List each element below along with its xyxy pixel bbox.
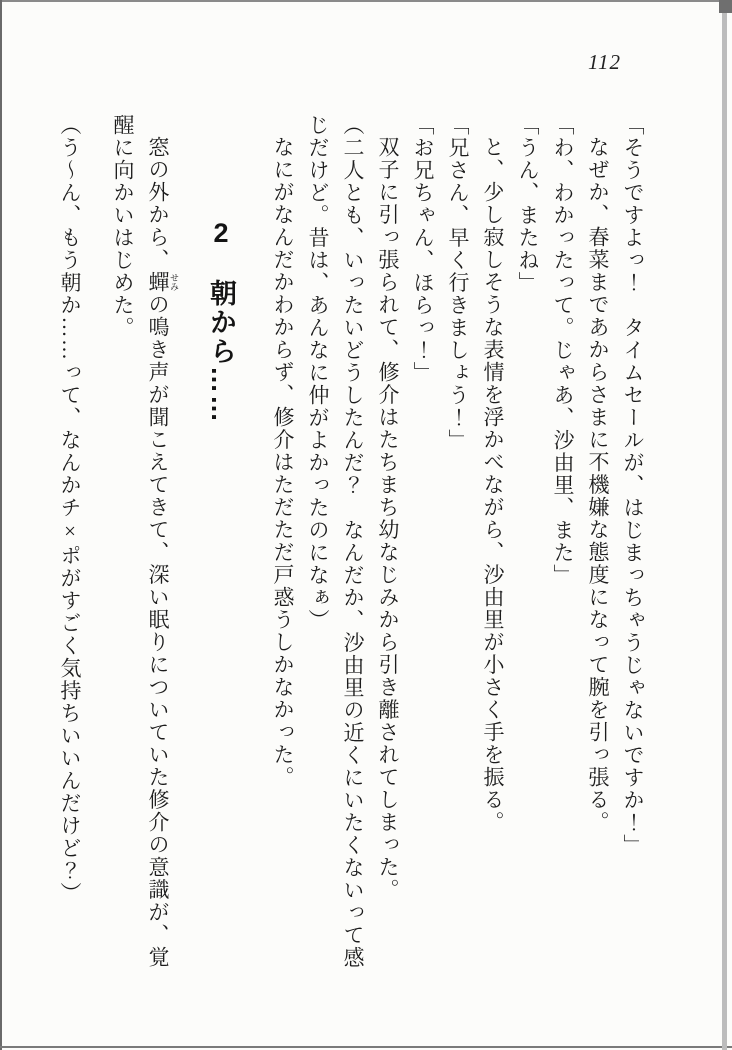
narration-continuation-line: 醒に向かいはじめた。 [111, 114, 135, 339]
narration-line: なにがなんだかわからず、修介はただただ戸惑うしかなかった。 [271, 136, 295, 789]
page-scan-edge-right [722, 0, 727, 1050]
narration-line: なぜか、春菜まであからさまに不機嫌な態度になって腕を引っ張る。 [586, 136, 610, 834]
dialogue-line: 「そうですよっ！ タイムセールが、はじまっちゃうじゃないですか！」 [621, 114, 645, 857]
dialogue-line: 「うん、またね」 [516, 114, 540, 294]
page-scan-edge-bottom [0, 1046, 732, 1048]
text-area [52, 114, 650, 1000]
section-number: 2 [206, 218, 236, 250]
dialogue-line: 「わ、わかったって。じゃあ、沙由里、また」 [551, 114, 575, 587]
inner-monologue-line: （う～ん、もう朝か……って、なんかチ×ポがすごく気持ちいいんだけど？） [58, 114, 82, 905]
narration-line [140, 114, 179, 1000]
page-scan-corner-mark [719, 0, 732, 13]
ruby-base: 蟬 [146, 271, 170, 294]
inner-monologue-continuation-line: じだけど。昔は、あんなに仲がよかったのになぁ） [306, 114, 330, 632]
inner-monologue-line: （二人とも、いったいどうしたんだ？ なんだか、沙由里の近くにいたくないって感 [341, 114, 365, 969]
section-title: 朝から…… [206, 250, 236, 424]
narration-text-after-ruby: の鳴き声が聞こえてきて、深い眠りについていた修介の意識が、覚 [146, 293, 170, 969]
page-scan-edge-top [0, 0, 732, 2]
section-heading [201, 114, 241, 1000]
dialogue-line: 「お兄ちゃん、ほらっ！」 [411, 114, 435, 384]
narration-text-before-ruby: 窓の外から、 [146, 136, 170, 271]
narration-line: 双子に引っ張られて、修介はたちまち幼なじみから引き離されてしまった。 [376, 136, 400, 901]
page-number: 112 [588, 50, 621, 74]
narration-line: と、少し寂しそうな表情を浮かべながら、沙由里が小さく手を振る。 [481, 136, 505, 834]
ruby-furigana: せみ [169, 271, 179, 294]
ruby-annotation [146, 271, 179, 294]
page-scan-edge-left [0, 0, 2, 1050]
dialogue-line: 「兄さん、早く行きましょう！」 [446, 114, 470, 452]
